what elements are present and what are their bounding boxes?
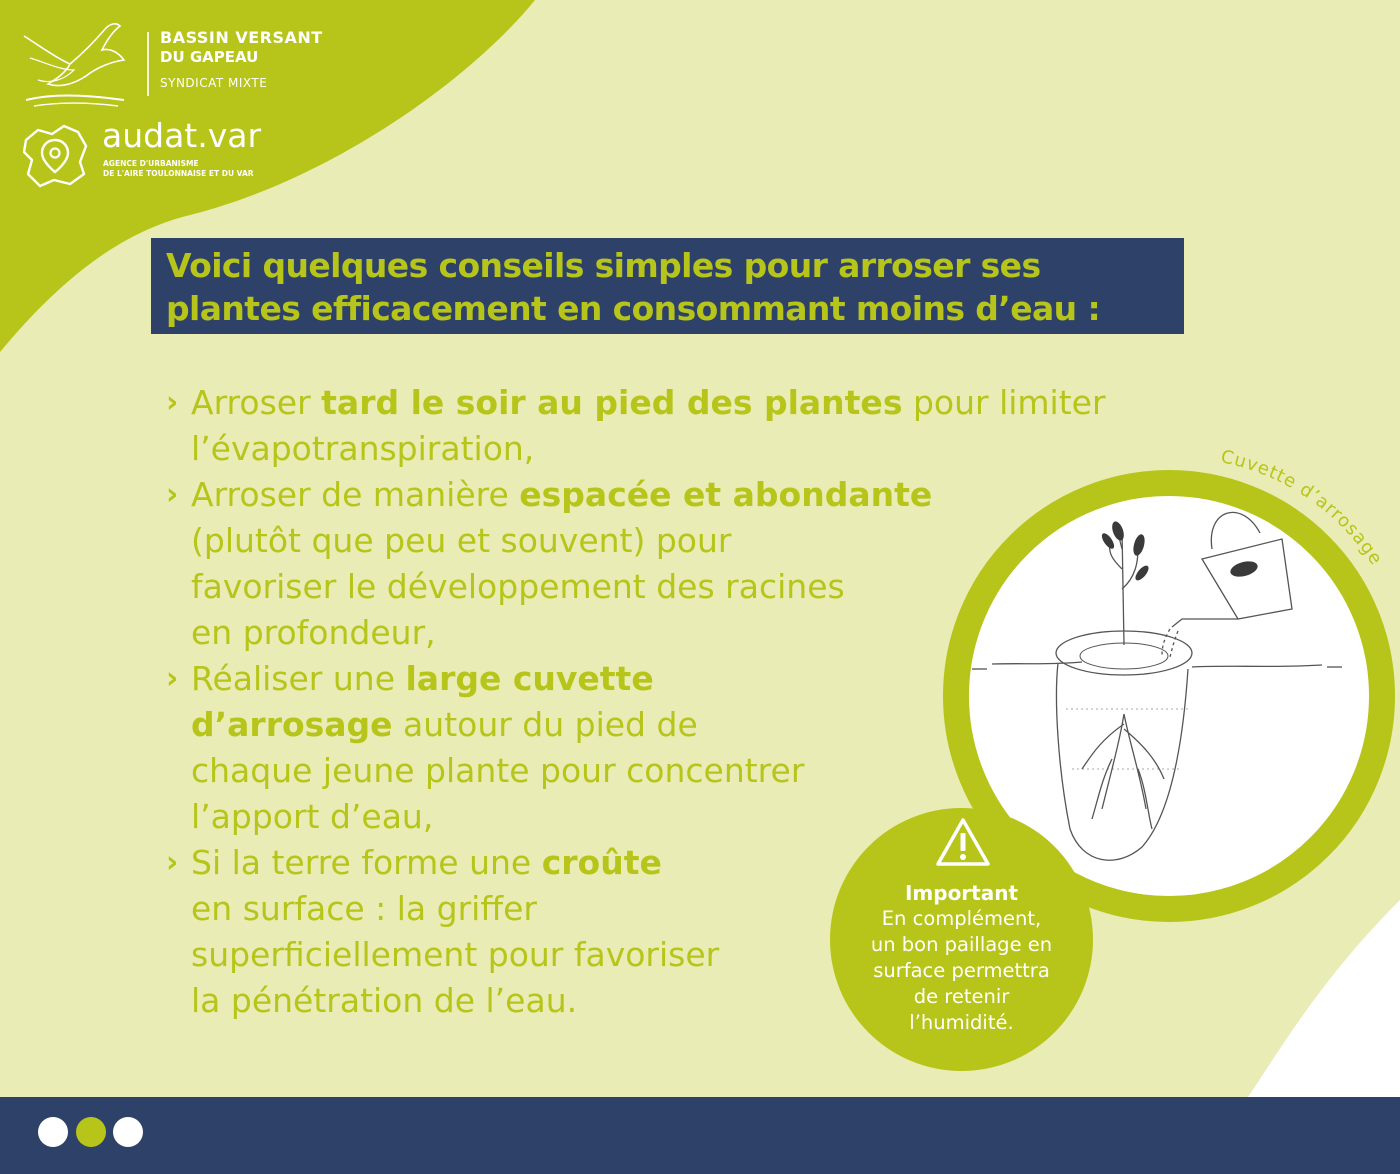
- logo-audat-name: [102, 116, 261, 155]
- chevron-right-icon: ›: [166, 845, 179, 880]
- important-title: Important: [904, 881, 1019, 905]
- tip-line: (plutôt que peu et souvent) pour: [191, 521, 732, 560]
- tip-text: autour du pied de: [392, 705, 698, 744]
- tip-item: [166, 380, 1146, 472]
- tip-line: la pénétration de l’eau.: [191, 981, 578, 1020]
- tip-emphasis: tard le soir au pied des plantes: [321, 383, 903, 422]
- headline-line2: plantes efficacement en consommant moins d’eau :: [166, 289, 1101, 328]
- tip-emphasis: croûte: [541, 843, 662, 882]
- logo-audat-name-ext: .var: [197, 116, 262, 155]
- important-line: En complément,: [881, 907, 1042, 930]
- tip-emphasis: d’arrosage: [191, 705, 393, 744]
- headline-line1: Voici quelques conseils simples pour arroser ses: [166, 246, 1041, 285]
- important-line: surface permettra: [873, 959, 1050, 982]
- important-line: un bon paillage en: [870, 933, 1053, 956]
- logo-bassin-versant-gapeau: [20, 18, 340, 118]
- headline-banner: [151, 238, 1184, 334]
- tip-line: l’évapotranspiration,: [191, 429, 535, 468]
- tip-line: [191, 380, 1146, 426]
- tip-line: superficiellement pour favoriser: [191, 935, 720, 974]
- dove-river-icon: [20, 18, 130, 110]
- chevron-right-icon: ›: [166, 661, 179, 696]
- var-map-pin-icon: [20, 122, 90, 188]
- carousel-dot[interactable]: [38, 1117, 68, 1147]
- important-line: l’humidité.: [909, 1011, 1014, 1034]
- important-line: de retenir: [913, 985, 1010, 1008]
- illustration-label-text: Cuvette d’arrosage: [1218, 446, 1387, 570]
- logo-audat-var: [20, 116, 300, 190]
- tip-text: Réaliser une: [191, 659, 406, 698]
- important-note: [830, 808, 1093, 1071]
- tip-text: Arroser de manière: [191, 475, 520, 514]
- tip-line: en surface : la griffer: [191, 889, 537, 928]
- warning-triangle-icon: [934, 816, 992, 868]
- tip-emphasis: large cuvette: [405, 659, 654, 698]
- tip-line: l’apport d’eau,: [191, 797, 434, 836]
- tip-line: chaque jeune plante pour concentrer: [191, 751, 805, 790]
- tip-text: Si la terre forme une: [191, 843, 542, 882]
- chevron-right-icon: ›: [166, 385, 179, 420]
- logo-bvg-line1: BASSIN VERSANT: [160, 28, 323, 47]
- tip-line: favoriser le développement des racines: [191, 567, 845, 606]
- carousel-dot-active[interactable]: [76, 1117, 106, 1147]
- tip-text: Arroser: [191, 383, 322, 422]
- logo-bvg-line2: DU GAPEAU: [160, 48, 259, 66]
- important-text: [830, 880, 1093, 1036]
- footer-bar: [0, 1097, 1400, 1174]
- logo-bvg-line3: SYNDICAT MIXTE: [160, 76, 268, 90]
- logo-audat-name-main: audat: [102, 116, 198, 155]
- tip-line: en profondeur,: [191, 613, 436, 652]
- logo-audat-sub1: AGENCE D'URBANISME: [103, 159, 199, 168]
- carousel-dot[interactable]: [113, 1117, 143, 1147]
- tip-text: pour limiter: [902, 383, 1106, 422]
- bottom-right-white-shape: [1248, 900, 1400, 1097]
- tip-emphasis: espacée et abondante: [519, 475, 933, 514]
- chevron-right-icon: ›: [166, 477, 179, 512]
- logo-divider: [147, 32, 149, 96]
- logo-audat-sub2: DE L'AIRE TOULONNAISE ET DU VAR: [103, 169, 254, 178]
